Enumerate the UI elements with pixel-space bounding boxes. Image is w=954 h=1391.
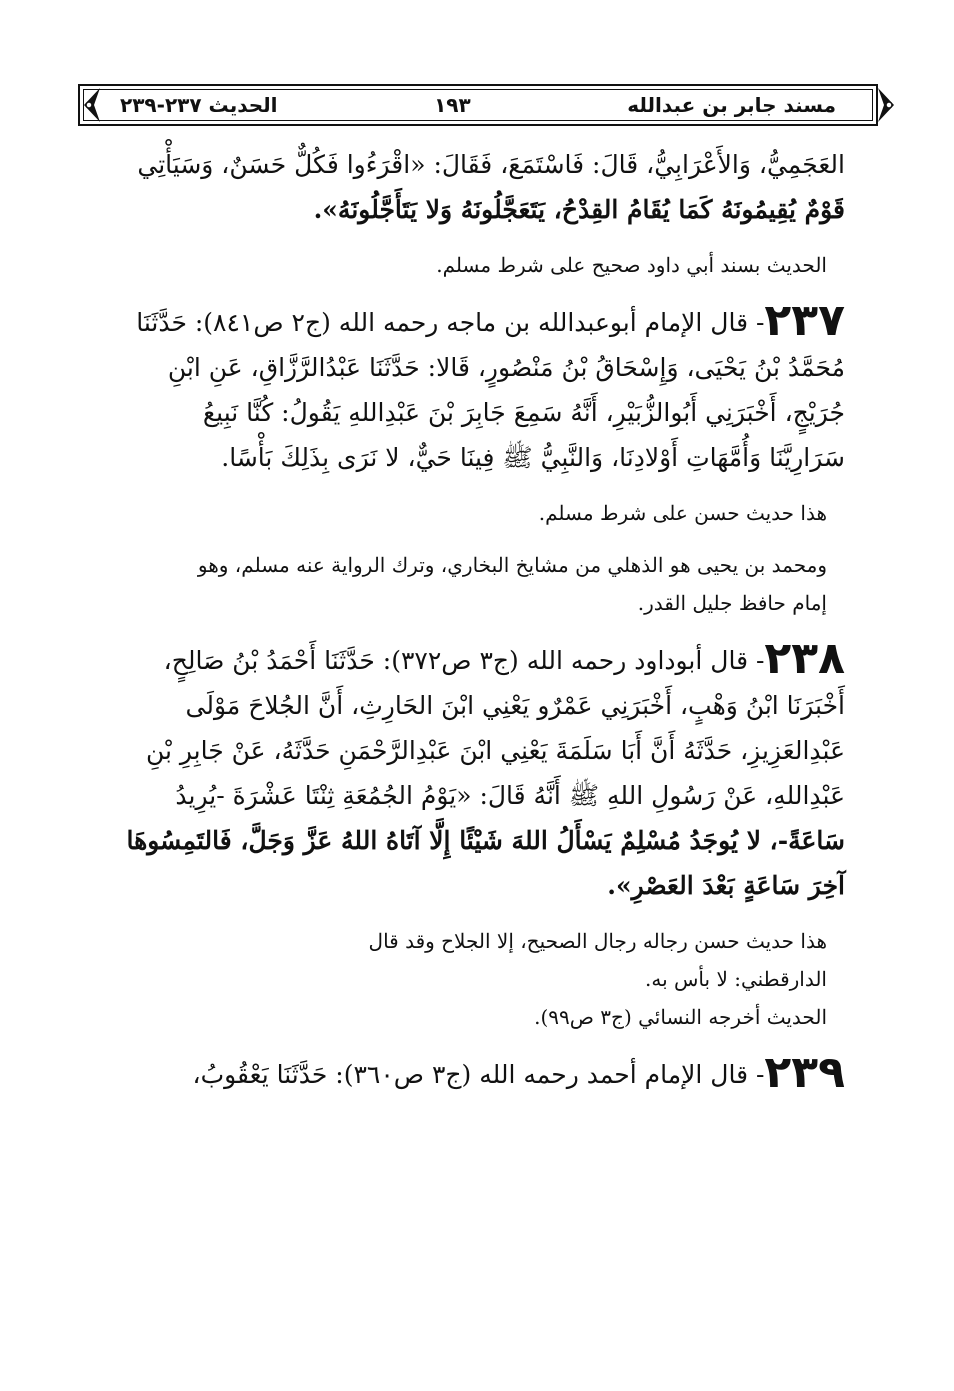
page-number: ١٩٣	[434, 93, 471, 117]
page-header	[78, 84, 878, 126]
hadith-number: ٢٣٨	[764, 633, 845, 684]
hadith-238-line: آخِرَ سَاعَةٍ بَعْدَ العَصْرِ».	[607, 871, 845, 900]
hadith-238-line: عَبْدِالعَزِيزِ، حَدَّثَهُ أَنَّ أَبَا سَلَمَةَ يَعْنِي ابْنَ عَبْدِالرَّحْمَنِ حَدَّثَهُ، عَنْ جَابِرِ بْنِ	[145, 736, 845, 765]
hadith-238-intro	[110, 633, 845, 684]
hadith-237-line: مُحَمَّدُ بْنُ يَحْيَى، وَإِسْحَاقُ بْنُ مَنْصُورٍ، قَالا: حَدَّثَنَا عَبْدُالرَّزَّاقِ، عَنِ ابْنِ	[167, 353, 845, 382]
hadith-text: - قال الإمام أبوعبدالله بن ماجه رحمه الله (ج٢ ص٨٤١): حَدَّثَنَا	[136, 308, 765, 337]
continued-hadith-line: العَجَمِيُّ، وَالأَعْرَابِيُّ، قَالَ: فَاسْتَمَعَ، فَقَالَ: «اقْرَءُوا فَكُلٌّ حَسَنٌ، وَسَيَأْتِي	[137, 150, 845, 179]
hadith-238-line: سَاعَةً-، لا يُوجَدُ مُسْلِمٌ يَسْأَلُ اللهَ شَيْئًا إِلَّا آتَاهُ اللهُ عَزَّ وَجَلَّ، فَالتَمِسُوهَا	[126, 826, 845, 855]
page-body	[110, 142, 845, 1097]
hadith-237-line: سَرَارِيَّنَا وَأُمَّهَاتِ أَوْلادِنَا، وَالنَّبِيُّ ﷺ فِينَا حَيٌّ، لا نَرَى بِذَلِكَ بَأْسًا.	[221, 443, 845, 472]
hadith-number: ٢٣٧	[764, 295, 845, 346]
grading-note: هذا حديث حسن رجاله رجال الصحيح، إلا الجلاح وقد قال	[368, 929, 827, 953]
grading-note: هذا حديث حسن على شرط مسلم.	[538, 501, 827, 525]
grading-note: الدارقطني: لا بأس به.	[645, 967, 827, 991]
commentary-line: إمام حافظ جليل القدر.	[637, 591, 827, 615]
book-title: مسند جابر بن عبدالله	[627, 93, 836, 117]
hadith-text: - قال الإمام أحمد رحمه الله (ج٣ ص٣٦٠): حَدَّثَنَا يَعْقُوبُ،	[192, 1060, 765, 1089]
hadith-number: ٢٣٩	[764, 1047, 845, 1098]
continued-hadith-line: قَوْمٌ يُقِيمُونَهُ كَمَا يُقَامُ القِدْحُ، يَتَعَجَّلُونَهُ وَلا يَتَأَجَّلُونَهُ».	[313, 195, 845, 224]
source-note: الحديث أخرجه النسائي (ج٣ ص٩٩).	[534, 1005, 827, 1029]
commentary-line: ومحمد بن يحيى هو الذهلي من مشايخ البخاري، وترك الرواية عنه مسلم، وهو	[197, 553, 827, 577]
hadith-range: الحديث ٢٣٧-٢٣٩	[120, 93, 278, 117]
hadith-237-intro	[110, 295, 845, 346]
hadith-239-intro	[110, 1047, 845, 1098]
hadith-238-line: عَبْدِاللهِ، عَنْ رَسُولِ اللهِ ﷺ أَنَّهُ قَالَ: «يَوْمُ الجُمُعَةِ ثِنْتَا عَشْرَةَ -يُرِيدُ	[175, 781, 845, 810]
hadith-text: - قال أبوداود رحمه الله (ج٣ ص٣٧٢): حَدَّثَنَا أَحْمَدُ بْنُ صَالِحٍ،	[163, 646, 765, 675]
hadith-237-line: جُرَيْجٍ، أَخْبَرَنِي أَبُوالزُّبَيْرِ، أَنَّهُ سَمِعَ جَابِرَ بْنَ عَبْدِاللهِ يَقُولُ: كُنَّا نَبِيعُ	[202, 398, 845, 427]
hadith-238-line: أَخْبَرَنَا ابْنُ وَهْبٍ، أَخْبَرَنِي عَمْرٌو يَعْنِي ابْنَ الحَارِثِ، أَنَّ الجُلاحَ مَوْلَى	[185, 691, 845, 720]
grading-note: الحديث بسند أبي داود صحيح على شرط مسلم.	[436, 253, 827, 277]
